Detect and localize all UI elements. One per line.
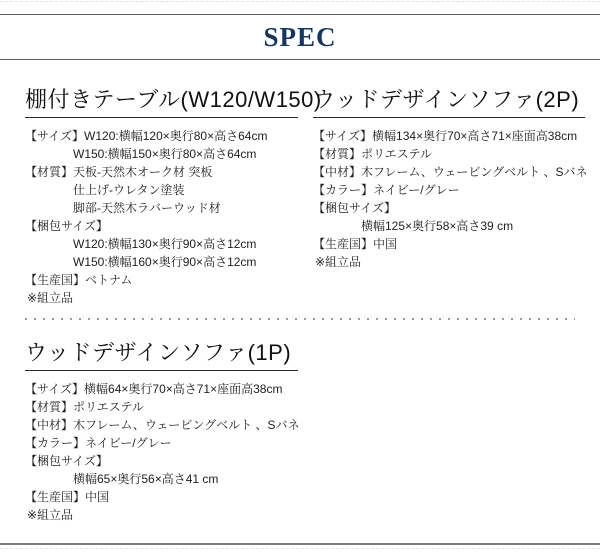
- spec-row-country: [313, 235, 585, 253]
- spec-label: 【サイズ】: [313, 129, 373, 143]
- spec-row-size: [25, 127, 298, 145]
- spec-label: 【梱包サイズ】: [25, 454, 109, 468]
- spec-label: 【生産国】: [313, 237, 374, 251]
- spec-value: W120:横幅130×奥行90×高さ12cm: [73, 237, 257, 251]
- spec-row-package-size: [25, 452, 298, 470]
- section-title-sofa-2p: ウッドデザインソファ(2P): [313, 88, 585, 118]
- spec-label: 【中材】: [313, 165, 362, 179]
- spec-row-assembly-note: [25, 289, 298, 307]
- spec-row-material: [25, 163, 298, 181]
- spec-value: 天板-天然木オーク材 突板: [73, 165, 213, 179]
- spec-row-package-size: [313, 199, 585, 217]
- spec-value: ポリエステル: [73, 400, 144, 414]
- page-title: SPEC: [263, 21, 337, 52]
- spec-value: 仕上げ-ウレタン塗装: [73, 183, 185, 197]
- spec-row-material: [313, 145, 585, 163]
- spec-row-size: [313, 127, 585, 145]
- spec-row-material-cont: [25, 181, 298, 199]
- spec-row-package-size-cont: [25, 235, 298, 253]
- spec-value: ネイビー/グレー: [85, 436, 172, 450]
- spec-value: 脚部-天然木ラバーウッド材: [73, 201, 221, 215]
- spec-row-filling: [313, 163, 588, 181]
- spec-value: 横幅65×奥行56×高さ41 cm: [73, 472, 219, 486]
- spec-row-country: [25, 271, 298, 289]
- spec-value: 横幅134×奥行70×高さ71×座面高38cm: [372, 129, 578, 143]
- spec-row-package-size-cont: [25, 470, 298, 488]
- spec-row-material-cont: [25, 199, 298, 217]
- spec-header-band: [0, 14, 600, 60]
- spec-value: ※組立品: [27, 508, 74, 522]
- spec-row-material: [25, 398, 298, 416]
- spec-value: W150:横幅150×奥行80×高さ64cm: [73, 147, 257, 161]
- spec-row-filling: [25, 416, 298, 434]
- spec-value: 木フレーム、ウェービングベルト 、Sバネ: [361, 165, 588, 179]
- spec-row-package-size: [25, 217, 298, 235]
- spec-label: 【生産国】: [25, 490, 86, 504]
- spec-row-package-size-cont: [313, 217, 585, 235]
- bottom-solid-divider: [0, 543, 600, 545]
- spec-label: 【中材】: [25, 418, 74, 432]
- spec-label: 【カラー】: [25, 436, 86, 450]
- spec-row-color: [25, 434, 298, 452]
- spec-value: ※組立品: [27, 291, 74, 305]
- spec-row-package-size-cont: [25, 253, 298, 271]
- spec-label: 【カラー】: [313, 183, 374, 197]
- section-title-sofa-1p: ウッドデザインソファ(1P): [25, 341, 298, 371]
- spec-value: 木フレーム、ウェービングベルト 、Sバネ: [73, 418, 300, 432]
- spec-value: ネイビー/グレー: [373, 183, 460, 197]
- spec-row-country: [25, 488, 298, 506]
- spec-row-size: [25, 380, 298, 398]
- spec-row-assembly-note: [313, 253, 585, 271]
- section-shelf-table: [25, 87, 322, 307]
- bottom-dashed-divider: [0, 548, 600, 549]
- section-sofa-1p: [25, 341, 298, 524]
- spec-value: W120:横幅120×奥行80×高さ64cm: [84, 129, 268, 143]
- spec-row-assembly-note: [25, 506, 298, 524]
- section-sofa-2p: [313, 87, 588, 271]
- spec-value: ベトナム: [85, 273, 133, 287]
- spec-value: 横幅125×奥行58×高さ39 cm: [361, 219, 514, 233]
- spec-value: ※組立品: [315, 255, 362, 269]
- spec-label: 【材質】: [25, 165, 74, 179]
- spec-label: 【生産国】: [25, 273, 86, 287]
- spec-label: 【材質】: [313, 147, 362, 161]
- spec-label: 【梱包サイズ】: [25, 219, 109, 233]
- section-title-shelf-table: 棚付きテーブル(W120/W150): [25, 88, 298, 118]
- spec-label: 【梱包サイズ】: [313, 201, 397, 215]
- spec-row-color: [313, 181, 585, 199]
- spec-value: W150:横幅160×奥行90×高さ12cm: [73, 255, 257, 269]
- spec-value: 中国: [85, 490, 110, 504]
- spec-label: 【サイズ】: [25, 129, 85, 143]
- spec-value: 中国: [373, 237, 398, 251]
- spec-value: ポリエステル: [361, 147, 432, 161]
- spec-label: 【サイズ】: [25, 382, 85, 396]
- top-dashed-divider: [0, 1, 600, 2]
- spec-row-size-cont: [25, 145, 298, 163]
- dotted-section-divider: [25, 318, 575, 320]
- spec-value: 横幅64×奥行70×高さ71×座面高38cm: [84, 382, 283, 396]
- spec-label: 【材質】: [25, 400, 74, 414]
